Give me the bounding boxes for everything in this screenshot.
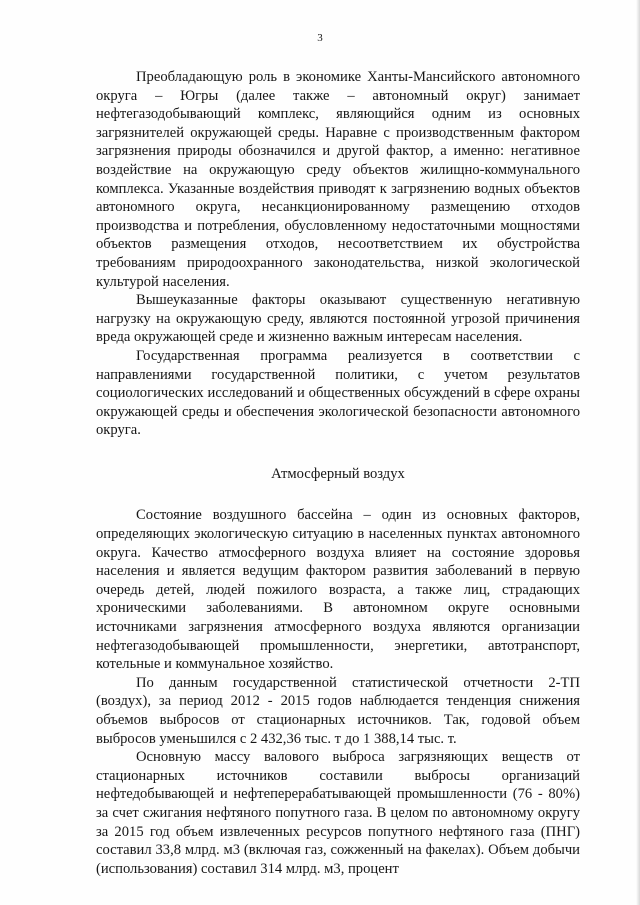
paragraph-role-of-oil-gas: Преобладающую роль в экономике Ханты-Мансийского автономного округа – Югры (далее также – автономный округ) занимает нефтегазодобывающий комплекс, являющийся одним из основных загрязнителей окружающей среды. Наравне с производственным фактором загрязнения природы обозначился и другой фактор, а именно: негативное воздействие на окружающую среду объектов жилищно-коммунального комплекса. Указанные воздействия приводят к загрязнению водных объектов автономного округа, несанкционированному размещению отходов производства и потребления, обусловленному недостаточными мощностями объектов размещения отходов, несоответствием их обустройства требованиям природоохранного законодательства, низкой экологической культурой населения. [96,69,580,290]
paragraph-air-basin-state: Состояние воздушного бассейна – один из основных факторов, определяющих экологическую ситуацию в населенных пунктах автономного округа. Качество атмосферного воздуха влияет на состояние здоровья населения и является ведущим фактором развития заболеваний в первую очередь детей, людей пожилого возраста, а также лиц, страдающих хроническими заболеваниями. В автономном округе основными источниками загрязнения атмосферного воздуха являются организации нефтегазодобывающей промышленности, энергетики, автотранспорт, котельные и коммунальное хозяйство. [96,507,580,673]
document-body [96,68,580,878]
paragraph-negative-load: Вышеуказанные факторы оказывают существенную негативную нагрузку на окружающую среду, являются постоянной угрозой причинения вреда окружающей среде и жизненно важным интересам населения. [96,292,580,346]
paragraph-statistics-emissions: По данным государственной статистической отчетности 2-ТП (воздух), за период 2012 - 2015 годов наблюдается тенденция снижения объемов выбросов от стационарных источников. Так, годовой объем выбросов уменьшился с 2 432,36 тыс. т до 1 388,14 тыс. т. [96,674,580,747]
page-number: 3 [317,32,323,44]
section-heading: Атмосферный воздух [271,465,405,482]
paragraph-program-implementation: Государственная программа реализуется в соответствии с направлениями государственной политики, с учетом результатов социологических исследований и общественных обсуждений в сфере охраны окружающей среды и обеспечения экологической безопасности автономного округа. [96,347,580,439]
paragraph-gross-emissions: Основную массу валового выброса загрязняющих веществ от стационарных источников составили выбросы организаций нефтедобывающей и нефтеперерабатывающей промышленности (76 - 80%) за счет сжигания нефтяного попутного газа. В целом по автономному округу за 2015 год объем извлеченных ресурсов попутного нефтяного газа (ПНГ) составил 33,8 млрд. м3 (включая газ, сожженный на факелах). Объем добычи (использования) составил 314 млрд. м3, процент [96,749,580,877]
page-edge-shadow [636,0,640,905]
